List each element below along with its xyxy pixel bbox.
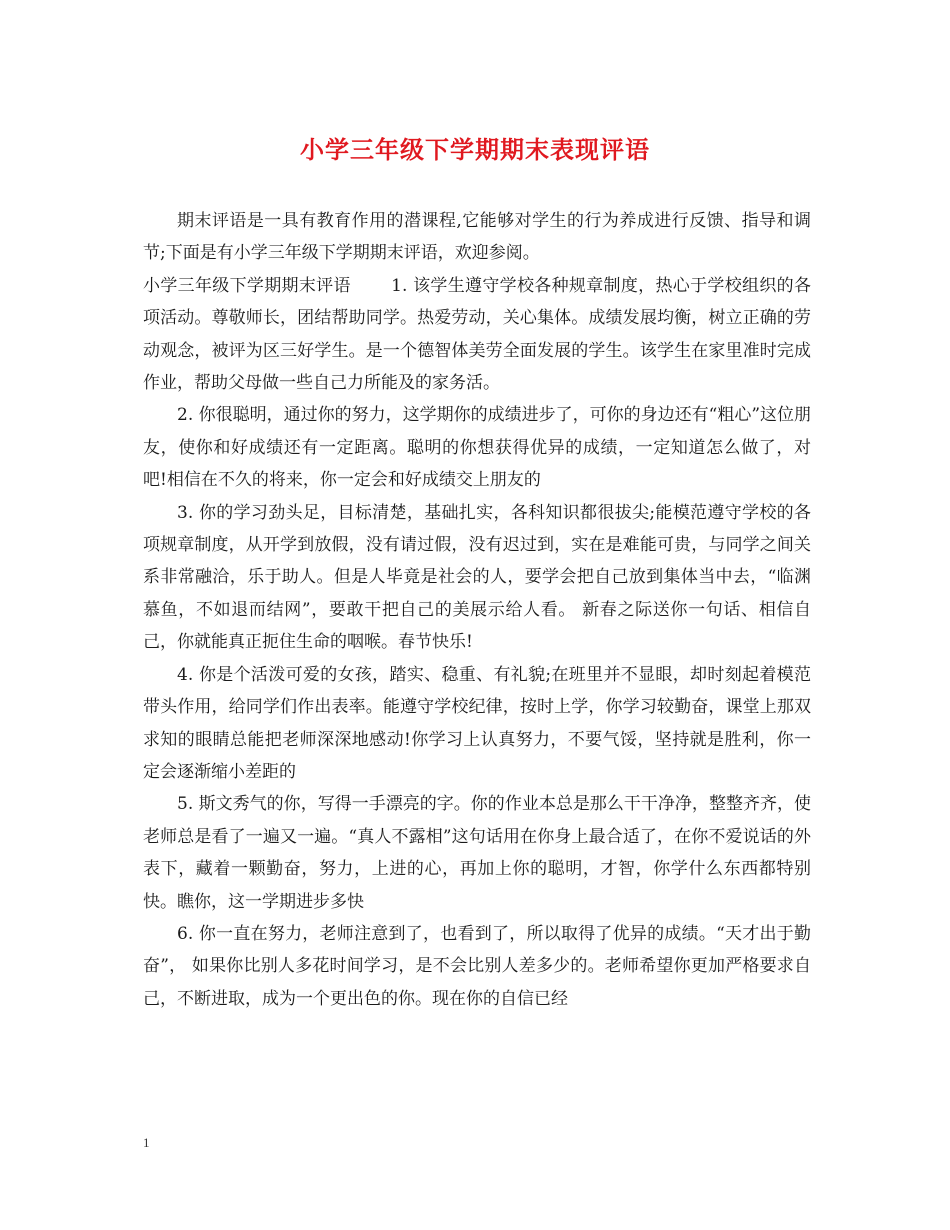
paragraph-comment-2: 2. 你很聪明，通过你的努力，这学期你的成绩进步了，可你的身边还有“粗心”这位朋友，使你和好成绩还有一定距离。聪明的你想获得优异的成绩，一定知道怎么做了，对吧!相信在不久的将来，你一定会和好成绩交上朋友的 (143, 405, 812, 491)
paragraph-comment-1: 小学三年级下学期期末评语 1. 该学生遵守学校各种规章制度，热心于学校组织的各项活动。尊敬师长，团结帮助同学。热爱劳动，关心集体。成绩发展均衡，树立正确的劳动观念，被评为区三好学生。是一个德智体美劳全面发展的学生。该学生在家里准时完成作业，帮助父母做一些自己力所能及的家务活。 (143, 275, 811, 394)
document-body (143, 205, 811, 1015)
document-title: 小学三年级下学期期末表现评语 (300, 135, 650, 164)
page-number: 1 (143, 1135, 150, 1150)
paragraph-comment-3: 3. 你的学习劲头足，目标清楚，基础扎实，各科知识都很拔尖;能模范遵守学校的各项规章制度，从开学到放假，没有请过假，没有迟过到，实在是难能可贵，与同学之间关系非常融洽，乐于助人。但是人毕竟是社会的人，要学会把自己放到集体当中去，“临渊慕鱼，不如退而结网”，要敢干把自己的美展示给人看。 新春之际送你一句话、相信自己，你就能真正扼住生命的咽喉。春节快乐! (143, 502, 811, 653)
paragraph-intro: 期末评语是一具有教育作用的潜课程,它能够对学生的行为养成进行反馈、指导和调节;下面是有小学三年级下学期期末评语，欢迎参阅。 (143, 211, 811, 264)
paragraph-comment-4: 4. 你是个活泼可爱的女孩，踏实、稳重、有礼貌;在班里并不显眼，却时刻起着模范带头作用，给同学们作出表率。能遵守学校纪律，按时上学，你学习较勤奋，课堂上那双求知的眼睛总能把老师深深地感动!你学习上认真努力，不要气馁，坚持就是胜利，你一定会逐渐缩小差距的 (143, 664, 811, 782)
paragraph-comment-6: 6. 你一直在努力，老师注意到了，也看到了，所以取得了优异的成绩。“天才出于勤奋”， 如果你比别人多花时间学习，是不会比别人差多少的。老师希望你更加严格要求自己，不断进取，成为一个更出色的你。现在你的自信已经 (143, 923, 811, 1009)
paragraph-comment-5: 5. 斯文秀气的你，写得一手漂亮的字。你的作业本总是那么干干净净，整整齐齐，使老师总是看了一遍又一遍。“真人不露相”这句话用在你身上最合适了，在你不爱说话的外表下，藏着一颗勤奋，努力，上进的心，再加上你的聪明，才智，你学什么东西都特别快。瞧你，这一学期进步多快 (143, 794, 811, 912)
